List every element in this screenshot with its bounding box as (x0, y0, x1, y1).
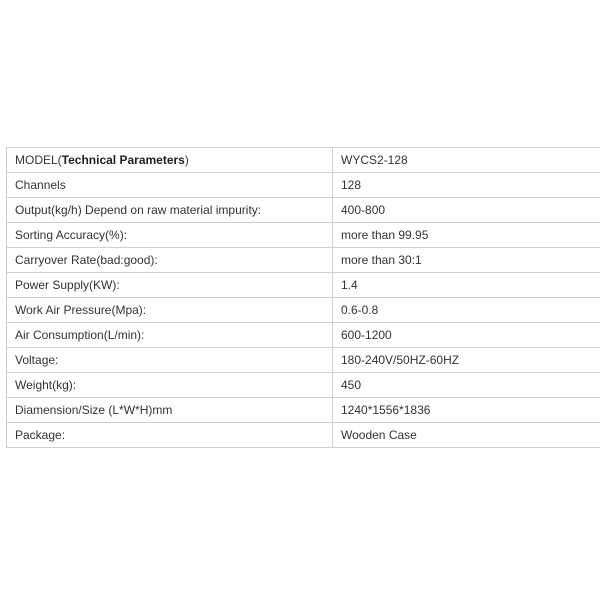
param-label: Work Air Pressure(Mpa): (7, 298, 333, 323)
param-label: Weight(kg): (7, 373, 333, 398)
param-label: Power Supply(KW): (7, 273, 333, 298)
model-label-bold: Technical Parameters (61, 153, 185, 167)
param-value: more than 30:1 (333, 248, 600, 273)
param-value: 400-800 (333, 198, 600, 223)
table-row (7, 273, 600, 298)
param-label: Package: (7, 423, 333, 448)
model-label-prefix: MODEL( (15, 153, 62, 167)
table-row (7, 298, 600, 323)
param-label: Air Consumption(L/min): (7, 323, 333, 348)
param-value: 450 (333, 373, 600, 398)
param-label: Channels (7, 173, 333, 198)
param-label: Output(kg/h) Depend on raw material impurity: (7, 198, 333, 223)
param-value: Wooden Case (333, 423, 600, 448)
param-value: 1.4 (333, 273, 600, 298)
param-value: 1240*1556*1836 (333, 398, 600, 423)
param-value: 600-1200 (333, 323, 600, 348)
table-row (7, 398, 600, 423)
table-row (7, 423, 600, 448)
param-label: Sorting Accuracy(%): (7, 223, 333, 248)
param-label: Voltage: (7, 348, 333, 373)
table-row (7, 323, 600, 348)
param-label: Diamension/Size (L*W*H)mm (7, 398, 333, 423)
table-row (7, 348, 600, 373)
table-row (7, 173, 600, 198)
param-label: Carryover Rate(bad:good): (7, 248, 333, 273)
model-label-cell (7, 148, 333, 173)
param-value: 128 (333, 173, 600, 198)
model-value-cell: WYCS2-128 (333, 148, 600, 173)
table-row (7, 223, 600, 248)
table-header-row (7, 148, 600, 173)
technical-parameters-table (6, 147, 600, 448)
table-row (7, 373, 600, 398)
model-label-suffix: ) (184, 153, 189, 167)
param-value: 0.6-0.8 (333, 298, 600, 323)
table-row (7, 248, 600, 273)
param-value: 180-240V/50HZ-60HZ (333, 348, 600, 373)
table-row (7, 198, 600, 223)
param-value: more than 99.95 (333, 223, 600, 248)
